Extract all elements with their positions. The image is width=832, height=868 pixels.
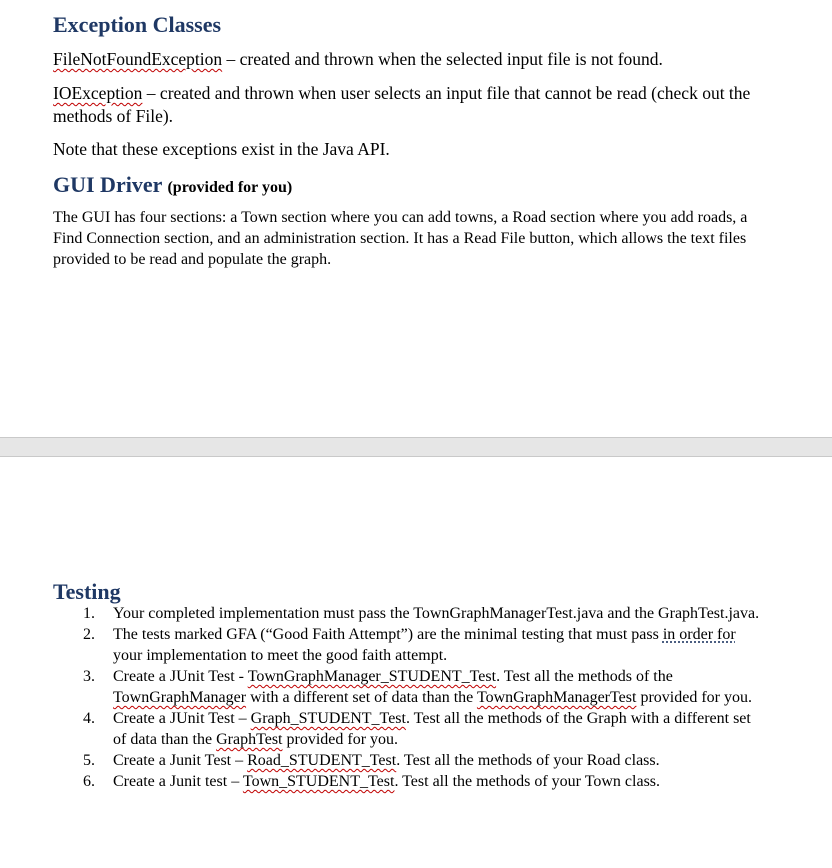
list-text: . Test all the methods of the Graph with a different set of data than the (113, 710, 751, 748)
testing-heading: Testing (53, 579, 121, 604)
io-exception-paragraph (53, 82, 768, 128)
list-number: 5. (83, 752, 95, 769)
list-number: 6. (83, 773, 95, 790)
list-item (83, 750, 763, 771)
exception-classes-heading: Exception Classes (53, 12, 222, 37)
list-number: 2. (83, 626, 95, 643)
list-text: provided for you. (636, 689, 752, 706)
io-exception-desc: – created and thrown when user selects an input file that cannot be read (check out the methods of File). (53, 83, 751, 126)
list-item (83, 666, 763, 708)
list-number: 4. (83, 710, 95, 727)
spell-flagged-text: TownGraphManager_STUDENT_Test (247, 668, 497, 685)
gui-driver-title: GUI Driver (53, 172, 162, 197)
page-break-gap (0, 437, 832, 457)
spell-flagged-text: TownGraphManager (113, 689, 247, 706)
list-text: with a different set of data than the (246, 689, 477, 706)
fnf-exception-name: FileNotFoundException (53, 49, 223, 69)
list-text: provided for you. (282, 731, 399, 748)
list-text: Create a Junit Test – (113, 752, 248, 769)
list-text: Create a Junit test – (113, 773, 243, 790)
list-number: 3. (83, 668, 95, 685)
fnf-exception-desc: – created and thrown when the selected input file is not found. (222, 49, 663, 69)
gui-driver-subtitle: (provided for you) (167, 179, 293, 196)
list-text: Your completed implementation must pass the TownGraphManagerTest.java and the GraphTest.java. (113, 605, 760, 622)
spell-flagged-text: Road_STUDENT_Test (247, 752, 397, 769)
fnf-exception-paragraph (53, 48, 768, 71)
list-item (83, 771, 763, 792)
list-number: 1. (83, 605, 95, 622)
testing-list (83, 603, 763, 792)
gui-driver-heading (53, 172, 292, 198)
spell-flagged-text: TownGraphManagerTest (476, 689, 637, 706)
list-text: . Test all the methods of your Road class. (396, 752, 660, 769)
list-text: . Test all the methods of the (496, 668, 673, 685)
gui-driver-paragraph: The GUI has four sections: a Town section where you can add towns, a Road section where you add roads, a Find Connection section, and an administration section. It has a Read File button, which allows the text files provided to be read and populate the graph. (53, 209, 748, 268)
spell-flagged-text: Town_STUDENT_Test (242, 773, 395, 790)
list-item (83, 708, 763, 750)
grammar-flagged-text: in order for (662, 626, 736, 643)
list-item (83, 624, 763, 666)
list-item (83, 603, 763, 624)
document-page-bottom (0, 457, 832, 868)
spell-flagged-text: GraphTest (216, 731, 283, 748)
list-text: The tests marked GFA (“Good Faith Attempt”) are the minimal testing that must pass (113, 626, 663, 643)
exceptions-note: Note that these exceptions exist in the Java API. (53, 139, 390, 159)
list-text: . Test all the methods of your Town class. (394, 773, 661, 790)
list-text: Create a JUnit Test - (113, 668, 248, 685)
list-text: your implementation to meet the good faith attempt. (113, 647, 448, 664)
list-text: Create a JUnit Test – (113, 710, 251, 727)
io-exception-name: IOException (53, 83, 143, 103)
spell-flagged-text: Graph_STUDENT_Test (250, 710, 406, 727)
